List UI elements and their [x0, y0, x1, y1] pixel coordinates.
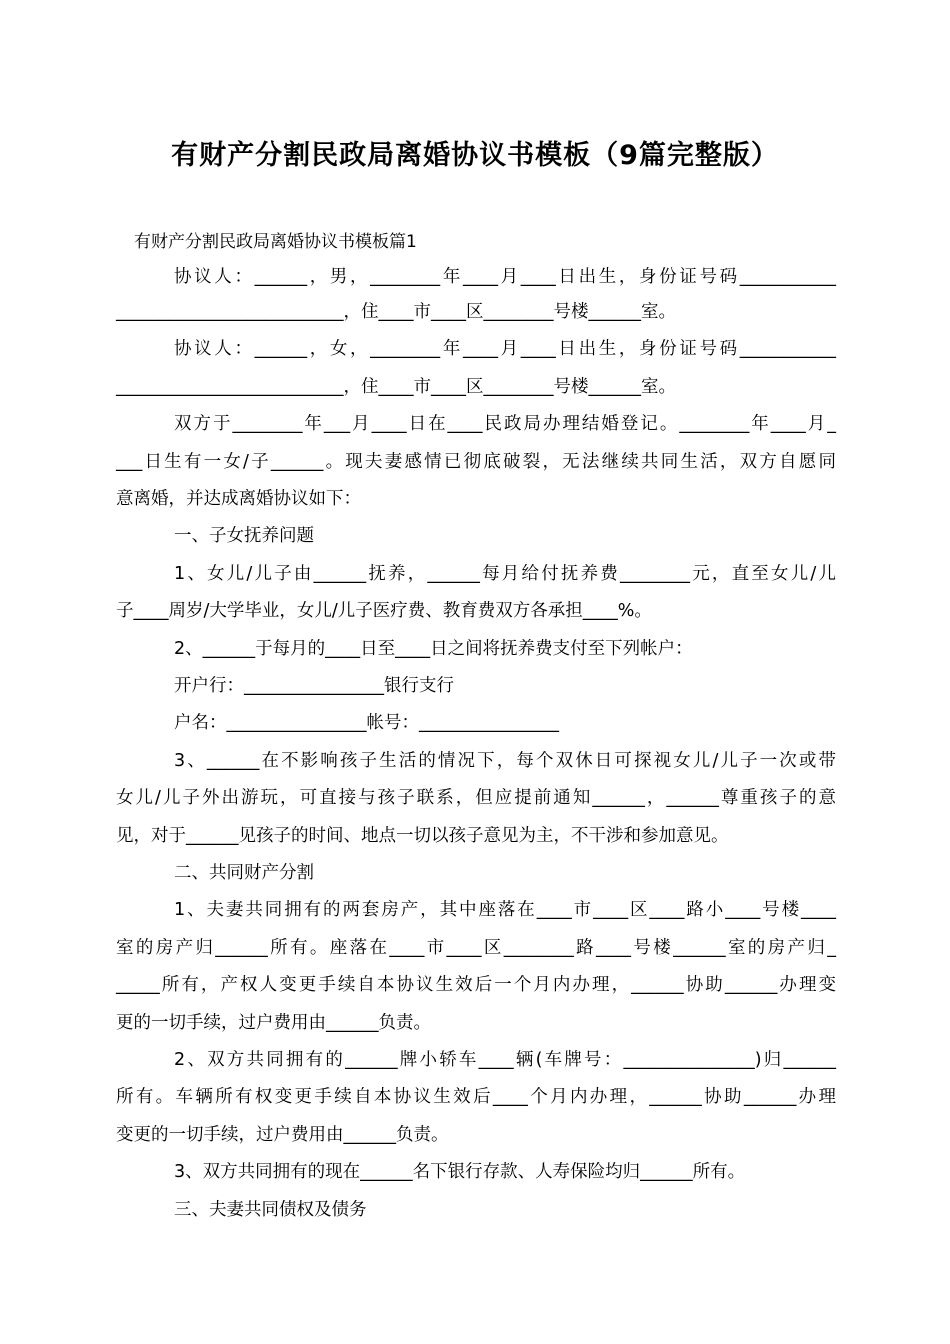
paragraph-line: 协议人：______，男，________年____月____日出生，身份证号码___________ — [174, 267, 836, 287]
paragraph-line: ___日生有一女/子______。现夫妻感情已彻底破裂，无法继续共同生活，双方自愿同 — [116, 452, 836, 472]
section-heading: 三、夫妻共同债权及债务 — [174, 1200, 367, 1220]
section-subtitle: 有财产分割民政局离婚协议书模板篇1 — [134, 232, 417, 252]
paragraph-line: 双方于________年___月____日在____民政局办理结婚登记。________年____月_ — [174, 414, 836, 434]
paragraph-line: __________________________，住____市____区________号楼______室。 — [116, 377, 676, 397]
paragraph-line: 开户行：________________银行支行 — [174, 676, 454, 696]
paragraph-line: 1、夫妻共同拥有的两套房产，其中座落在____市____区____路小____号楼____ — [174, 900, 836, 920]
paragraph-line: __________________________，住____市____区________号楼______室。 — [116, 302, 676, 322]
paragraph-line: 子____周岁/大学毕业，女儿/儿子医疗费、教育费双方各承担____%。 — [116, 601, 652, 621]
paragraph-line: 协议人：______，女，________年____月____日出生，身份证号码___________ — [174, 339, 836, 359]
paragraph-line: 变更的一切手续，过户费用由______负责。 — [116, 1125, 449, 1145]
paragraph-line: 2、双方共同拥有的______牌小轿车____辆(车牌号：_______________)归______ — [174, 1050, 836, 1070]
paragraph-line: 意离婚，并达成离婚协议如下： — [116, 489, 361, 509]
paragraph-line: 女儿/儿子外出游玩，可直接与孩子联系，但应提前通知______，______尊重孩子的意 — [116, 788, 836, 808]
paragraph-line: 见，对于______见孩子的时间、地点一切以孩子意见为主，不干涉和参加意见。 — [116, 826, 729, 846]
section-heading: 一、子女抚养问题 — [174, 526, 314, 546]
paragraph-line: 2、______于每月的____日至____日之间将抚养费支付至下列帐户： — [174, 639, 693, 659]
paragraph-line: 户名：________________帐号：________________ — [174, 713, 559, 733]
section-heading: 二、共同财产分割 — [174, 863, 314, 883]
paragraph-line: _____所有，产权人变更手续自本协议生效后一个月内办理，______协助______办理变 — [116, 975, 836, 995]
paragraph-line: 3、双方共同拥有的现在______名下银行存款、人寿保险均归______所有。 — [174, 1162, 746, 1182]
paragraph-line: 所有。车辆所有权变更手续自本协议生效后____个月内办理，______协助______办理 — [116, 1087, 836, 1107]
paragraph-line: 1、女儿/儿子由______抚养，______每月给付抚养费________元，直至女儿/儿 — [174, 564, 836, 584]
document-title: 有财产分割民政局离婚协议书模板（9篇完整版） — [171, 140, 779, 171]
paragraph-line: 3、______在不影响孩子生活的情况下，每个双休日可探视女儿/儿子一次或带 — [174, 751, 836, 771]
paragraph-line: 室的房产归______所有。座落在____市____区________路____号楼______室的房产归_ — [116, 938, 836, 958]
paragraph-line: 更的一切手续，过户费用由______负责。 — [116, 1013, 431, 1033]
